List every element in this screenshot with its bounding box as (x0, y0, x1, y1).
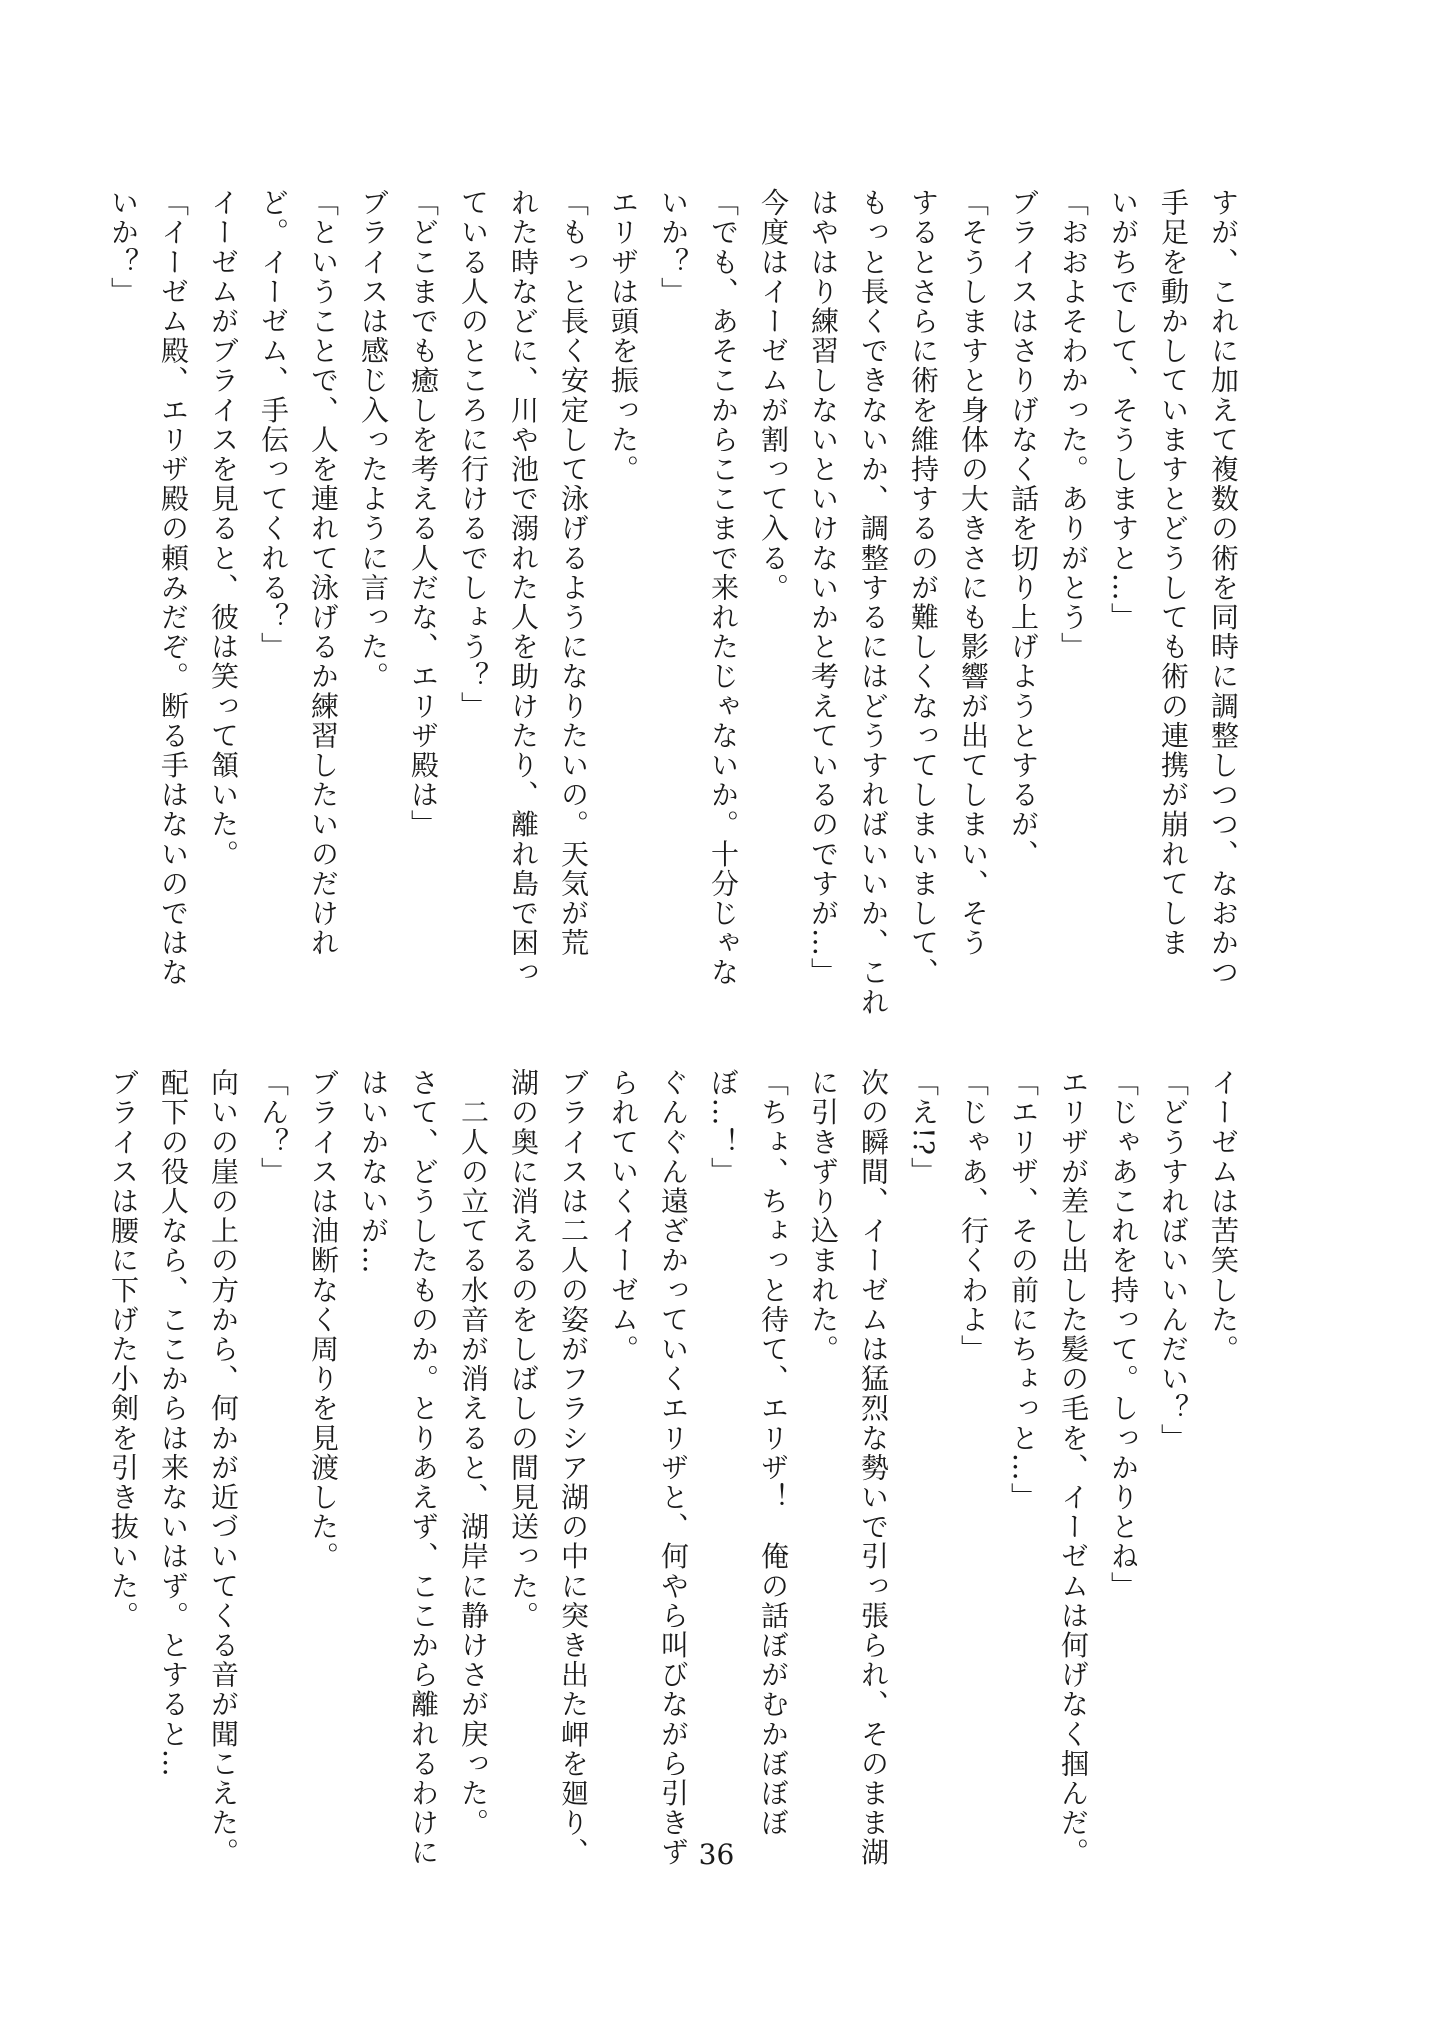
text-line: はいかないが… (357, 1068, 390, 1276)
text-line: エリザは頭を振った。 (607, 188, 640, 484)
text-line: ブライスは感じ入ったように言った。 (357, 188, 390, 692)
text-line: ている人のところに行けるでしょう？」 (457, 188, 490, 721)
text-line: 今度はイーゼムが割って入る。 (757, 188, 790, 603)
text-line: ブライスは油断なく周りを見渡した。 (307, 1068, 340, 1572)
text-line: 次の瞬間、イーゼムは猛烈な勢いで引っ張られ、そのまま湖 (857, 1068, 890, 1868)
text-line: 「おおよそわかった。ありがとう」 (1057, 188, 1090, 662)
text-line: もっと長くできないか、調整するにはどうすればいいか、これ (857, 188, 890, 1017)
text-line: 「でも、あそこからここまで来れたじゃないか。十分じゃな (707, 188, 740, 988)
text-line: いか？」 (657, 188, 690, 307)
text-line: 「どうすればいいんだい？」 (1157, 1068, 1190, 1453)
text-line: ぼ…！」 (707, 1068, 740, 1187)
text-line: 「そうしますと身体の大きさにも影響が出てしまい、そう (957, 188, 990, 958)
text-line: 「じゃあ、行くわよ」 (957, 1068, 990, 1364)
text-line: 手足を動かしていますとどうしても術の連携が崩れてしま (1157, 188, 1190, 958)
text-line: ブライスは腰に下げた小剣を引き抜いた。 (107, 1068, 140, 1631)
text-line: 「じゃあこれを持って。しっかりとね」 (1107, 1068, 1140, 1601)
text-line: 配下の役人なら、ここからは来ないはず。とすると… (157, 1068, 190, 1779)
text-line: はやはり練習しないといけないかと考えているのですが…」 (807, 188, 840, 988)
text-line: イーゼムは苦笑した。 (1207, 1068, 1240, 1364)
text-line: すが、これに加えて複数の術を同時に調整しつつ、なおかつ (1207, 188, 1240, 988)
text-line: 湖の奥に消えるのをしばしの間見送った。 (507, 1068, 540, 1631)
text-line: ブライスは二人の姿がフラシア湖の中に突き出た岬を廻り、 (557, 1068, 590, 1868)
text-line: られていくイーゼム。 (607, 1068, 640, 1364)
text-line: エリザが差し出した髪の毛を、イーゼムは何げなく掴んだ。 (1057, 1068, 1090, 1868)
text-line: いか？」 (107, 188, 140, 307)
text-line: イーゼムがブライスを見ると、彼は笑って頷いた。 (207, 188, 240, 869)
text-line: さて、どうしたものか。とりあえず、ここから離れるわけに (407, 1068, 440, 1868)
text-line: ど。イーゼム、手伝ってくれる？」 (257, 188, 290, 662)
text-line: 「ということで、人を連れて泳げるか練習したいのだけれ (307, 188, 340, 958)
text-block-upper (107, 188, 1248, 1017)
text-line: 「イーゼム殿、エリザ殿の頼みだぞ。断る手はないのではな (157, 188, 190, 988)
text-line: 「どこまでも癒しを考える人だな、エリザ殿は」 (407, 188, 440, 840)
text-line: 向いの崖の上の方から、何かが近づいてくる音が聞こえた。 (207, 1068, 240, 1868)
text-line: ブライスはさりげなく話を切り上げようとするが、 (1007, 188, 1040, 869)
text-line: ぐんぐん遠ざかっていくエリザと、何やら叫びながら引きず (657, 1068, 690, 1868)
text-line: 「ちょ、ちょっと待て、エリザ！ 俺の話ぼがむかぼぼぼ (757, 1068, 790, 1838)
text-line: するとさらに術を維持するのが難しくなってしまいまして、 (907, 188, 940, 988)
text-line: 「もっと長く安定して泳げるようになりたいの。天気が荒 (557, 188, 590, 958)
text-line: 二人の立てる水音が消えると、湖岸に静けさが戻った。 (457, 1068, 490, 1838)
text-line: に引きずり込まれた。 (807, 1068, 840, 1364)
text-line: 「ん？」 (257, 1068, 290, 1187)
text-line: いがちでして、そうしますと…」 (1107, 188, 1140, 632)
text-line: 「え!?」 (907, 1068, 940, 1187)
page-number: 36 (698, 1838, 735, 1871)
text-line: れた時などに、川や池で溺れた人を助けたり、離れ島で困っ (507, 188, 540, 988)
text-line: 「エリザ、その前にちょっと…」 (1007, 1068, 1040, 1512)
